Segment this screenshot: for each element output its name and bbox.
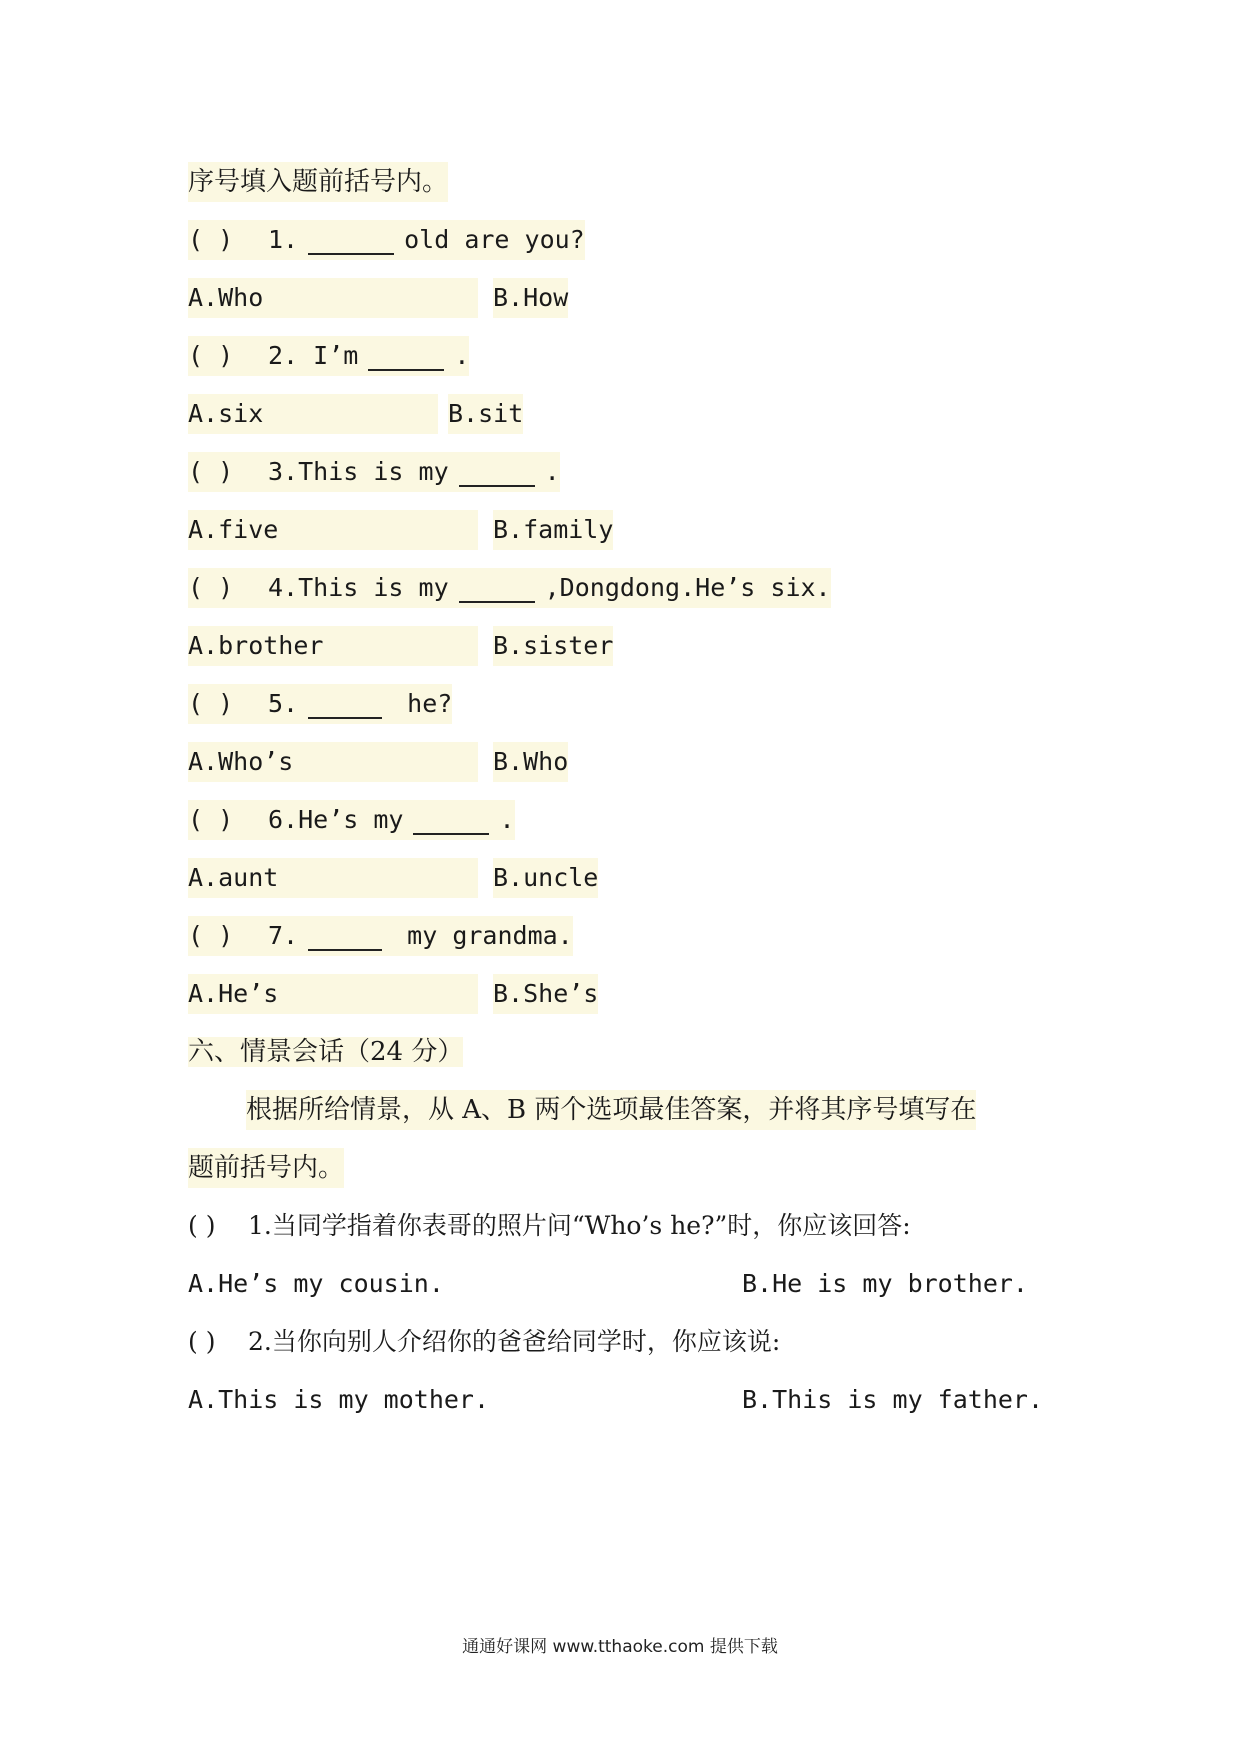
fill-blank bbox=[413, 807, 489, 835]
question-number: 5. bbox=[268, 689, 299, 718]
question-text-after: . bbox=[454, 341, 470, 370]
scenario-2-options bbox=[188, 1380, 1088, 1420]
section-title-text: 六、情景会话（24 分） bbox=[188, 1037, 464, 1067]
question-text-after: . bbox=[499, 805, 515, 834]
question-text-after: my grandma. bbox=[407, 921, 573, 950]
answer-paren: ( ) bbox=[188, 921, 234, 950]
options-3 bbox=[188, 510, 614, 550]
option-b: B.family bbox=[493, 510, 613, 550]
question-text-before: This is my bbox=[298, 457, 449, 486]
option-a: A.five bbox=[188, 510, 478, 550]
options-7 bbox=[188, 974, 608, 1014]
fill-blank bbox=[308, 227, 394, 255]
question-3 bbox=[188, 452, 560, 492]
question-number: 7. bbox=[268, 921, 299, 950]
fill-blank bbox=[459, 575, 535, 603]
option-b: B.He is my brother. bbox=[742, 1269, 1028, 1298]
section-6-instruction-line2: 题前括号内。 bbox=[188, 1148, 344, 1188]
answer-paren: ( ) bbox=[188, 689, 234, 718]
question-7 bbox=[188, 916, 573, 956]
option-a: A.six bbox=[188, 394, 438, 434]
answer-paren: ( ) bbox=[188, 341, 234, 370]
option-b: B.How bbox=[493, 278, 568, 318]
option-b: B.She’s bbox=[493, 974, 598, 1014]
answer-paren: ( ) bbox=[188, 1327, 216, 1356]
option-a: A.He’s my cousin. bbox=[188, 1269, 444, 1298]
question-text-after: ,Dongdong.He’s six. bbox=[544, 573, 831, 602]
option-a: A.aunt bbox=[188, 858, 478, 898]
question-number: 2. bbox=[268, 341, 299, 370]
scenario-1-options bbox=[188, 1264, 1088, 1304]
question-2 bbox=[188, 336, 469, 376]
options-6 bbox=[188, 858, 608, 898]
answer-paren: ( ) bbox=[188, 457, 234, 486]
option-a: A.Who bbox=[188, 278, 478, 318]
answer-paren: ( ) bbox=[188, 225, 234, 254]
answer-paren: ( ) bbox=[188, 573, 234, 602]
answer-paren: ( ) bbox=[188, 1211, 216, 1240]
question-number: 1. bbox=[268, 225, 299, 254]
question-6 bbox=[188, 800, 515, 840]
option-b: B.Who bbox=[493, 742, 568, 782]
option-b: B.uncle bbox=[493, 858, 598, 898]
option-a: A.brother bbox=[188, 626, 478, 666]
question-text-after: he? bbox=[407, 689, 453, 718]
option-a: A.Who’s bbox=[188, 742, 478, 782]
question-text-before: This is my bbox=[298, 573, 449, 602]
fill-blank bbox=[308, 691, 382, 719]
options-1 bbox=[188, 278, 588, 318]
fill-blank bbox=[459, 459, 535, 487]
option-a: A.This is my mother. bbox=[188, 1385, 490, 1414]
options-4 bbox=[188, 626, 614, 666]
fill-blank bbox=[368, 343, 444, 371]
question-4 bbox=[188, 568, 831, 608]
option-a: A.He’s bbox=[188, 974, 478, 1014]
scenario-text: 2.当你向别人介绍你的爸爸给同学时，你应该说: bbox=[248, 1327, 781, 1356]
scenario-1 bbox=[188, 1206, 911, 1246]
options-5 bbox=[188, 742, 588, 782]
scenario-text: 1.当同学指着你表哥的照片问“Who’s he?”时，你应该回答: bbox=[248, 1211, 911, 1240]
option-b: B.sit bbox=[448, 394, 523, 434]
question-text-before: I’m bbox=[313, 341, 359, 370]
question-number: 4. bbox=[268, 573, 299, 602]
scenario-2 bbox=[188, 1322, 780, 1362]
question-text-before: He’s my bbox=[298, 805, 404, 834]
answer-paren: ( ) bbox=[188, 805, 234, 834]
intro-tail: 序号填入题前括号内。 bbox=[188, 162, 448, 202]
question-text-after: old are you? bbox=[404, 225, 585, 254]
section-6-instruction-line1: 根据所给情景，从 A、B 两个选项最佳答案，并将其序号填写在 bbox=[246, 1090, 976, 1130]
fill-blank bbox=[308, 923, 382, 951]
options-2 bbox=[188, 394, 548, 434]
footer-source: 通通好课网 www.tthaoke.com 提供下载 bbox=[462, 1637, 778, 1657]
question-5 bbox=[188, 684, 452, 724]
option-b: B.This is my father. bbox=[742, 1385, 1044, 1414]
question-1 bbox=[188, 220, 585, 260]
question-text-after: . bbox=[544, 457, 560, 486]
option-b: B.sister bbox=[493, 626, 613, 666]
question-number: 6. bbox=[268, 805, 299, 834]
section-6-title bbox=[188, 1032, 463, 1072]
question-number: 3. bbox=[268, 457, 299, 486]
